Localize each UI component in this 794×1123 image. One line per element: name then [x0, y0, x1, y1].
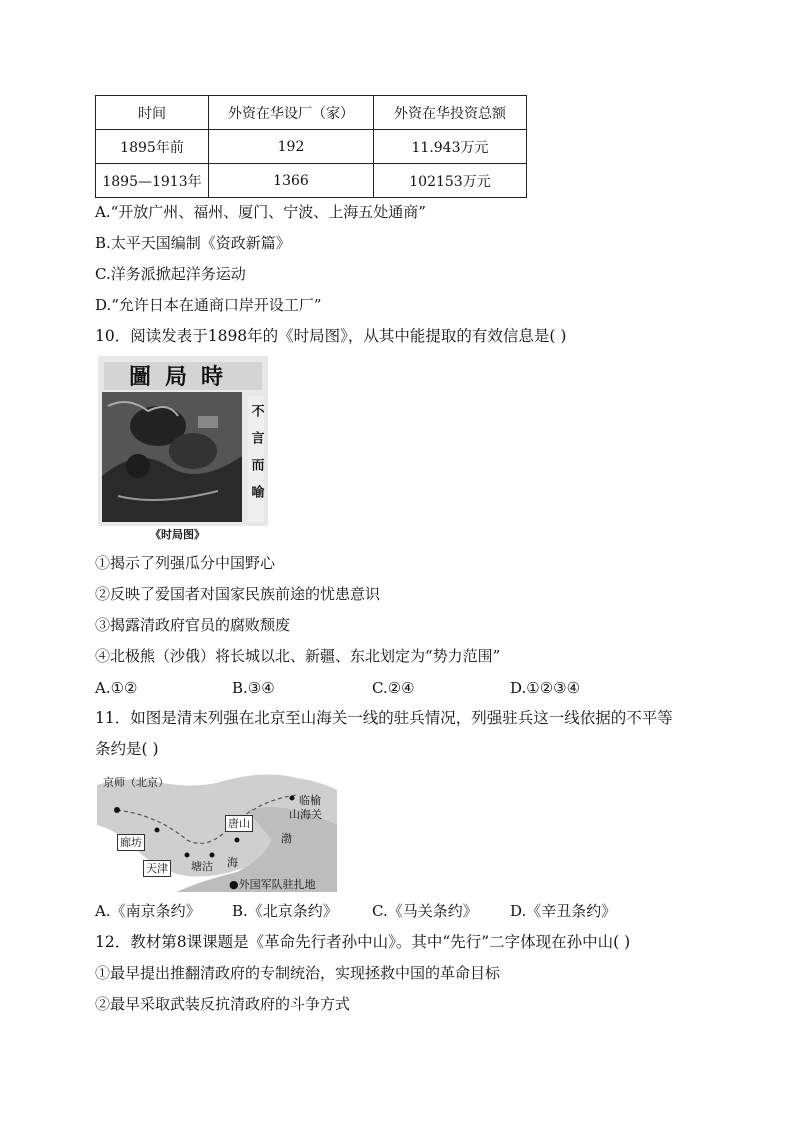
q12-stem: 12．教材第8课课题是《革命先行者孙中山》。其中“先行”二字体现在孙中山( ) [95, 933, 631, 951]
map-label-tianjin: 天津 [143, 860, 171, 877]
table-header-row [96, 96, 527, 130]
q10-option-c: C.②④ [372, 679, 415, 697]
q10-stem: 10．阅读发表于1898年的《时局图》，从其中能提取的有效信息是( ) [95, 327, 567, 345]
q11-option-b: B.《北京条约》 [232, 902, 338, 920]
cartoon-title: 圖局時 [128, 364, 238, 390]
table-header: 时间 [96, 96, 209, 130]
q11-options [95, 900, 695, 922]
table-header: 外资在华设厂（家） [209, 96, 374, 130]
q11-option-c: C.《马关条约》 [372, 902, 478, 920]
table-header: 外资在华投资总额 [374, 96, 527, 130]
map-label-bo: 渤 [281, 832, 292, 845]
table-cell: 1895—1913年 [96, 164, 209, 198]
q12-item-1: ①最早提出推翻清政府的专制统治，实现拯救中国的革命目标 [95, 964, 501, 982]
q11-stem-line2: 条约是( ) [95, 740, 159, 758]
table-cell: 102153万元 [374, 164, 527, 198]
table-row [96, 164, 527, 198]
q12-item-2: ②最早采取武装反抗清政府的斗争方式 [95, 995, 351, 1013]
beijing-shanhaiguan-map [97, 770, 337, 892]
q10-item-1: ①揭示了列强瓜分中国野心 [95, 554, 276, 572]
q11-option-d: D.《辛丑条约》 [510, 902, 617, 920]
q11-stem-line1: 11．如图是清末列强在北京至山海关一线的驻兵情况，列强驻兵这一线依据的不平等 [95, 709, 673, 727]
table-cell: 1366 [209, 164, 374, 198]
q10-item-4: ④北极熊（沙俄）将长城以北、新疆、东北划定为“势力范围” [95, 647, 501, 665]
map-legend: ●外国军队驻扎地 [229, 878, 316, 891]
q10-item-2: ②反映了爱国者对国家民族前途的忧患意识 [95, 585, 381, 603]
q10-option-b: B.③④ [232, 679, 275, 697]
q9-option-c: C.洋务派掀起洋务运动 [95, 265, 246, 283]
map-label-beijing: 京师（北京） [103, 776, 169, 789]
map-label-tangshan: 唐山 [225, 815, 253, 832]
table-cell: 11.943万元 [374, 130, 527, 164]
q9-option-d: D.“允许日本在通商口岸开设工厂” [95, 296, 322, 314]
map-label-shanhaiguan: 山海关 [289, 808, 322, 821]
q9-option-a: A.“开放广州、福州、厦门、宁波、上海五处通商” [95, 203, 426, 221]
q10-option-d: D.①②③④ [510, 679, 581, 697]
cartoon-caption: 《时局图》 [150, 528, 205, 541]
map-label-hai: 海 [227, 856, 238, 869]
table-cell: 192 [209, 130, 374, 164]
map-label-tanggu: 塘沽 [191, 860, 213, 873]
q11-option-a: A.《南京条约》 [95, 902, 201, 920]
q10-item-3: ③揭露清政府官员的腐败颓废 [95, 616, 291, 634]
shijutu-cartoon-image [98, 356, 268, 526]
map-label-langfang: 廊坊 [117, 834, 145, 851]
foreign-investment-table [95, 95, 527, 198]
q9-option-b: B.太平天国编制《资政新篇》 [95, 234, 291, 252]
cartoon-side-text: 不言而喻 [248, 404, 264, 512]
table-row [96, 130, 527, 164]
q10-options [95, 677, 695, 699]
map-label-linyu: 临榆 [299, 794, 321, 807]
table-cell: 1895年前 [96, 130, 209, 164]
q10-option-a: A.①② [95, 679, 138, 697]
